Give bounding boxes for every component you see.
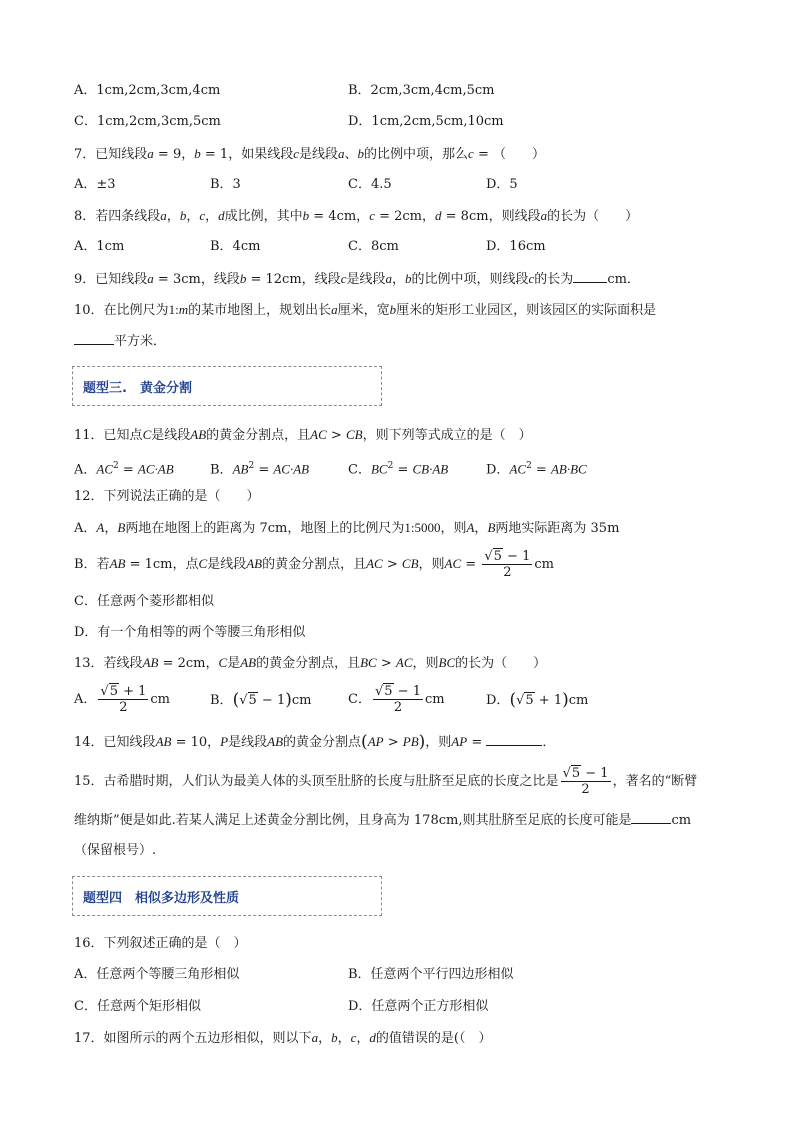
option-d: D．1cm,2cm,5cm,10cm (348, 114, 504, 129)
question-15-line-2: 维纳斯”便是如此.若某人满足上述黄金分割比例，且身高为 178cm,则其肚脐至足底的长度可能是 cm (74, 813, 692, 828)
q16-option-d: D．任意两个正方形相似 (348, 999, 489, 1014)
q13-option-c: C． $\frac{√5 - 1}{2}$ cm (348, 684, 445, 715)
q11-option-a: A．$AC^2 = AC\cdot AB$ (74, 461, 174, 478)
q16-option-a: A．任意两个等腰三角形相似 (74, 967, 240, 982)
question-15-line-3: （保留根号）. (74, 843, 157, 858)
q11-option-b: B．$AB^2 = AC\cdot AB$ (210, 461, 310, 478)
answer-blank[interactable] (573, 270, 607, 283)
q7-option-c: C．4.5 (348, 177, 392, 192)
answer-blank[interactable] (74, 332, 114, 345)
answer-blank[interactable] (486, 733, 542, 746)
section-header-golden-section: 题型三. 黄金分割 (72, 366, 382, 406)
q7-option-b: B．3 (210, 177, 241, 192)
q12-option-b: B．若AB = 1cm，点C是线段AB的黄金分割点，且AC > CB，则AC = $\frac{√5 - 1}{2}$ cm (74, 549, 554, 580)
q13-option-b: B．(√5 − 1)cm (210, 690, 312, 710)
question-10: 10．在比例尺为1:m的某市地图上，规划出长a厘米，宽b厘米的矩形工业园区，则该园区的实际面积是 (74, 302, 657, 318)
q8-option-a: A．1cm (74, 239, 125, 254)
question-14: 14．已知线段AB = 10，P是线段AB的黄金分割点(AP > PB)，则AP = ． (74, 732, 556, 752)
question-13: 13．若线段AB = 2cm，C是AB的黄金分割点，且BC > AC，则BC的长为（ ） (74, 655, 547, 671)
question-10-cont: 平方米． (74, 332, 166, 351)
question-12: 12．下列说法正确的是（ ） (74, 489, 260, 504)
question-11: 11．已知点C是线段AB的黄金分割点，且AC > CB，则下列等式成立的是（ ） (74, 427, 532, 443)
question-16: 16．下列叙述正确的是（ ） (74, 936, 247, 951)
question-17: 17．如图所示的两个五边形相似，则以下a，b，c，d的值错误的是(（ ） (74, 1030, 492, 1046)
option-a: A．1cm,2cm,3cm,4cm (74, 83, 221, 98)
q12-option-c: C．任意两个菱形都相似 (74, 594, 214, 609)
q8-option-b: B．4cm (210, 239, 261, 254)
question-8: 8．若四条线段a，b，c，d成比例，其中b = 4cm，c = 2cm，d = 8cm，则线段a的长为（ ） (74, 208, 639, 224)
question-15: 15．古希腊时期，人们认为最美人体的头顶至肚脐的长度与肚脐至足底的长度之比是 $\frac{√5 - 1}{2}$ ，著名的“断臂 (74, 766, 698, 797)
q8-option-d: D．16cm (486, 239, 546, 254)
q12-option-d: D．有一个角相等的两个等腰三角形相似 (74, 625, 306, 640)
q13-option-a: A． $\frac{√5 + 1}{2}$ cm (74, 684, 171, 715)
q11-option-d: D．$AC^2 = AB\cdot BC$ (486, 461, 587, 478)
q16-option-c: C．任意两个矩形相似 (74, 999, 201, 1014)
option-b: B．2cm,3cm,4cm,5cm (348, 83, 495, 98)
section-header-similar-polygons: 题型四 相似多边形及性质 (72, 876, 382, 916)
question-9: 9．已知线段a = 3cm，线段b = 12cm，线段c是线段a，b的比例中项，则线段c的长为 cm． (74, 271, 640, 287)
q7-option-d: D．5 (486, 177, 518, 192)
q12-option-a: A．A，B两地在地图上的距离为 7cm，地图上的比例尺为1:5000，则A，B两地实际距离为 35m (74, 520, 620, 536)
answer-blank[interactable] (631, 811, 671, 824)
q8-option-c: C．8cm (348, 239, 399, 254)
q7-option-a: A．±3 (74, 177, 116, 192)
q13-option-d: D．(√5 + 1)cm (486, 690, 589, 710)
question-7: 7．已知线段a = 9，b = 1，如果线段c是线段a、b的比例中项，那么c = （ ） (74, 146, 545, 162)
option-c: C．1cm,2cm,3cm,5cm (74, 114, 221, 129)
q11-option-c: C．$BC^2 = CB\cdot AB$ (348, 461, 449, 478)
q16-option-b: B．任意两个平行四边形相似 (348, 967, 514, 982)
